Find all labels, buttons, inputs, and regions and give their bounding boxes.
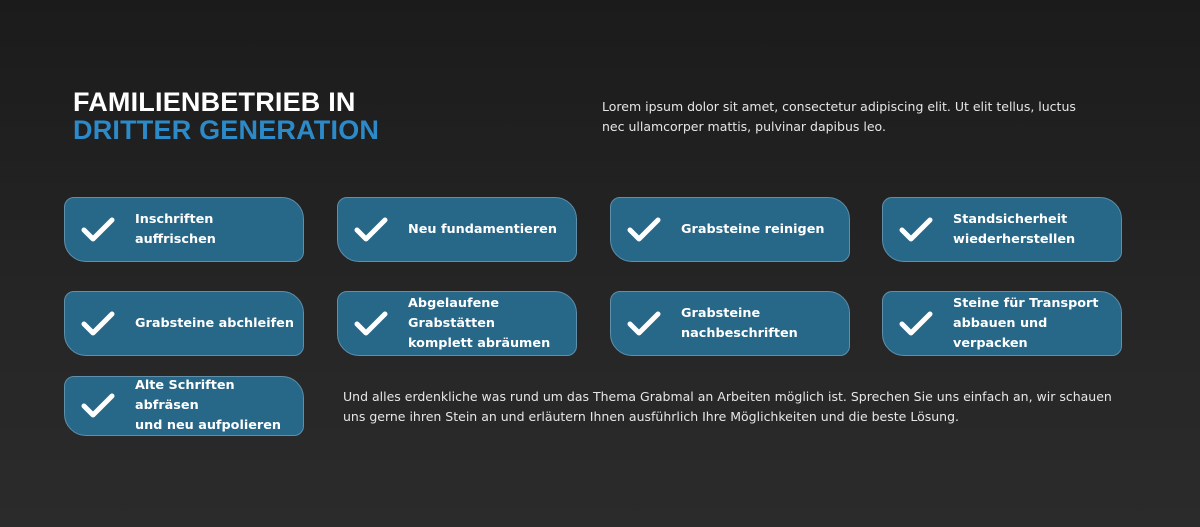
title-line-1: FAMILIENBETRIEB IN bbox=[73, 87, 356, 117]
service-label: Steine für Transport abbauen und verpacken bbox=[953, 295, 1099, 351]
service-card-transport bbox=[882, 291, 1122, 356]
service-label: Grabsteine nachbeschriften bbox=[681, 305, 798, 341]
service-label: Standsicherheit wiederherstellen bbox=[953, 211, 1076, 247]
service-label: Inschriften auffrischen bbox=[135, 211, 216, 247]
service-card-inschriften bbox=[64, 197, 304, 262]
check-icon bbox=[627, 311, 661, 337]
service-card-abfraesen bbox=[64, 376, 304, 436]
service-card-abraeumen bbox=[337, 291, 577, 356]
outro-text: Und alles erdenkliche was rund um das Thema Grabmal an Arbeiten möglich ist. Sprechen Sie uns einfach an, wir schauen uns gerne ihren Stein an und erläutern Ihnen ausführlich Ihre Möglichkeiten und die beste Lösung. bbox=[343, 389, 1112, 424]
title-line-2: DRITTER GENERATION bbox=[73, 115, 380, 145]
check-icon bbox=[81, 217, 115, 243]
page-title bbox=[73, 88, 379, 144]
service-label: Abgelaufene Grabstätten komplett abräumen bbox=[408, 295, 551, 351]
service-label: Neu fundamentieren bbox=[408, 221, 557, 237]
check-icon bbox=[899, 311, 933, 337]
check-icon bbox=[81, 311, 115, 337]
service-card-fundamentieren bbox=[337, 197, 577, 262]
check-icon bbox=[81, 393, 115, 419]
service-card-nachbeschriften bbox=[610, 291, 850, 356]
check-icon bbox=[627, 217, 661, 243]
service-label: Grabsteine reinigen bbox=[681, 221, 825, 237]
service-card-reinigen bbox=[610, 197, 850, 262]
service-label: Alte Schriften abfräsen und neu aufpolieren bbox=[135, 378, 282, 433]
service-card-abschleifen bbox=[64, 291, 304, 356]
check-icon bbox=[899, 217, 933, 243]
intro-text: Lorem ipsum dolor sit amet, consectetur adipiscing elit. Ut elit tellus, luctus nec ullamcorper mattis, pulvinar dapibus leo. bbox=[602, 99, 1076, 134]
service-label: Grabsteine abchleifen bbox=[135, 315, 294, 331]
check-icon bbox=[354, 311, 388, 337]
service-card-standsicherheit bbox=[882, 197, 1122, 262]
check-icon bbox=[354, 217, 388, 243]
